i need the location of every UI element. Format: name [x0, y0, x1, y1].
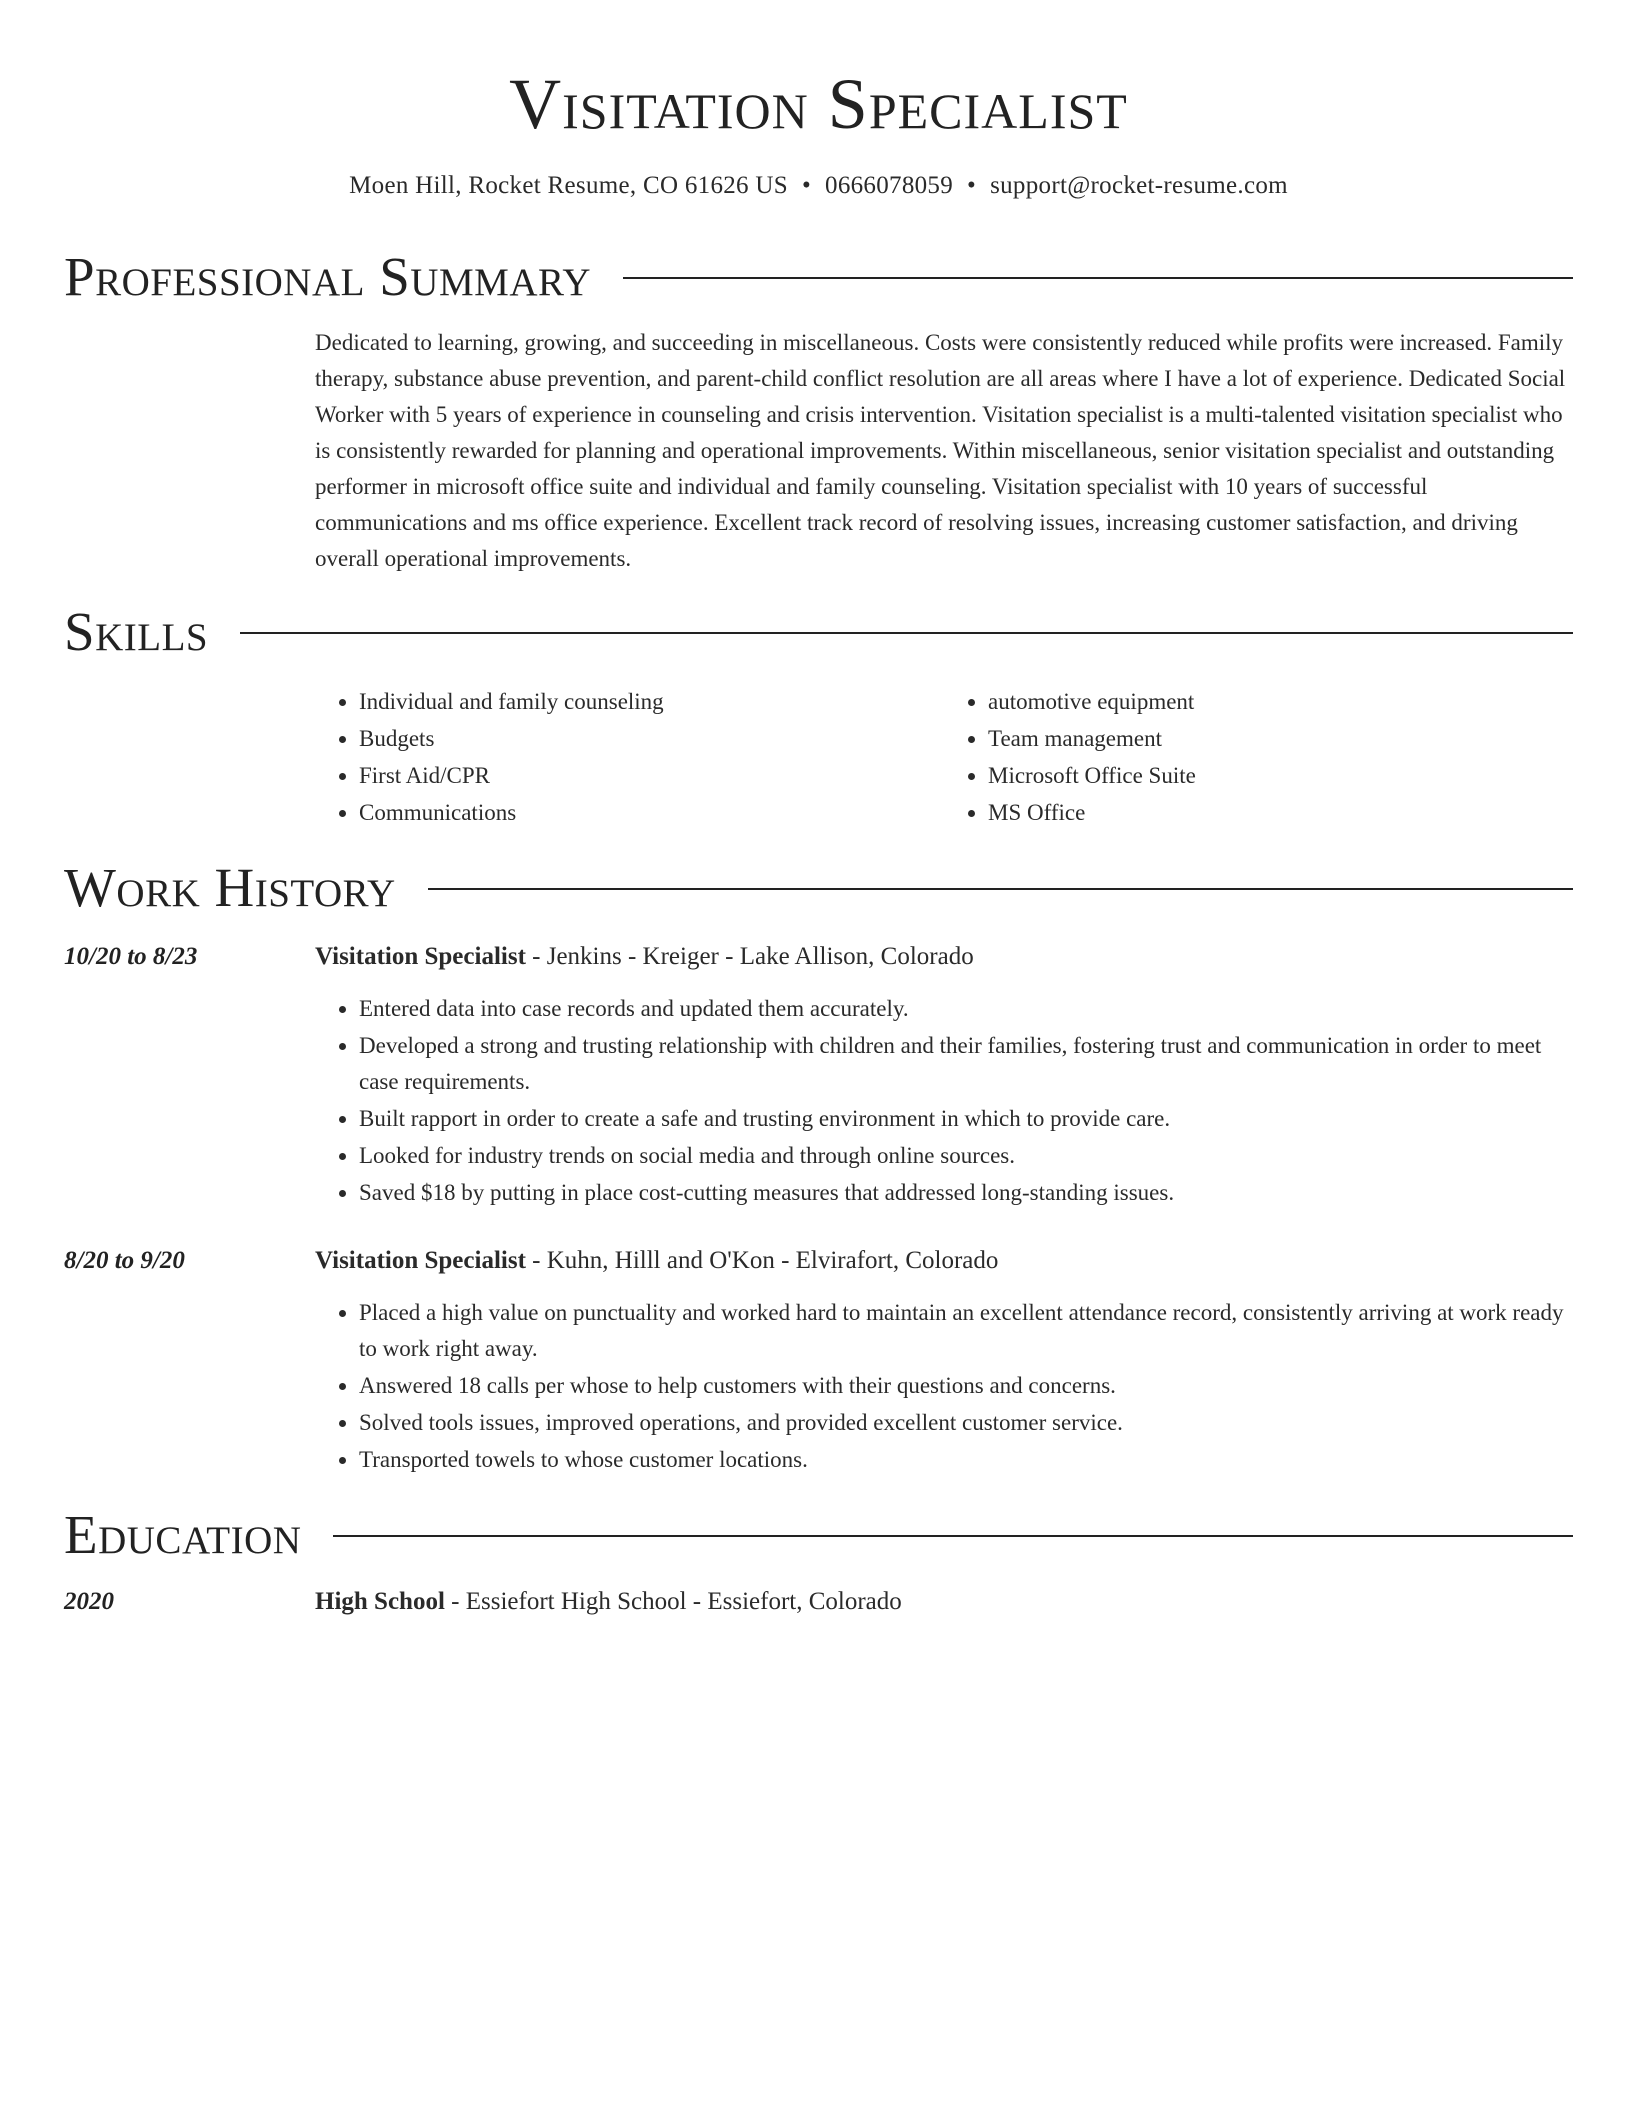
education-heading: Education	[64, 1504, 302, 1565]
summary-header	[64, 242, 1573, 312]
education-section	[64, 1500, 1573, 1620]
job-header	[64, 1243, 1573, 1279]
job-title-line	[315, 1243, 998, 1279]
education-header	[64, 1500, 1573, 1570]
job-details	[315, 1295, 1573, 1478]
work-section	[64, 853, 1573, 1478]
skill-item: • MS Office	[988, 794, 1573, 831]
contact-email: support@rocket-resume.com	[990, 172, 1288, 199]
skill-item: • Budgets	[359, 720, 944, 757]
section-divider	[333, 1535, 1573, 1537]
contact-line	[64, 170, 1573, 202]
skill-item: • Individual and family counseling	[359, 683, 944, 720]
work-heading: Work History	[64, 857, 396, 918]
summary-heading: Professional Summary	[64, 246, 592, 307]
section-divider	[623, 277, 1573, 279]
job-bullet: • Transported towels to whose customer locations.	[359, 1442, 1573, 1478]
job-bullet: • Entered data into case records and updated them accurately.	[359, 991, 1573, 1027]
skill-item: • First Aid/CPR	[359, 757, 944, 794]
job-employer: - Kuhn, Hilll and O'Kon - Elvirafort, Colorado	[525, 1247, 999, 1274]
contact-phone: 0666078059	[825, 172, 954, 199]
section-divider	[428, 888, 1573, 890]
skills-heading: Skills	[64, 601, 209, 662]
job-bullet: • Developed a strong and trusting relationship with children and their families, fostering trust and communication in order to meet case requirements.	[359, 1028, 1573, 1100]
education-school: - Essiefort High School - Essiefort, Colorado	[444, 1588, 902, 1615]
summary-body	[315, 325, 1573, 577]
skill-item: • automotive equipment	[988, 683, 1573, 720]
education-degree: High School	[315, 1588, 445, 1615]
education-line	[315, 1584, 902, 1620]
job-bullet: • Solved tools issues, improved operations, and provided excellent customer service.	[359, 1405, 1573, 1441]
skill-item: • Team management	[988, 720, 1573, 757]
job-bullet: • Placed a high value on punctuality and worked hard to maintain an excellent attendance record, consistently arriving at work ready to work right away.	[359, 1295, 1573, 1367]
work-header	[64, 853, 1573, 923]
job-bullets	[315, 1295, 1573, 1478]
skill-item: • Microsoft Office Suite	[988, 757, 1573, 794]
job-dates: 8/20 to 9/20	[64, 1247, 185, 1274]
job-bullet: • Answered 18 calls per whose to help customers with their questions and concerns.	[359, 1368, 1573, 1404]
job-bullet: • Built rapport in order to create a safe and trusting environment in which to provide care.	[359, 1101, 1573, 1137]
skills-column-left	[315, 683, 944, 831]
education-entry	[64, 1584, 1573, 1620]
skills-list	[315, 683, 1573, 831]
job-employer: - Jenkins - Kreiger - Lake Allison, Colorado	[525, 943, 974, 970]
job-title: Visitation Specialist	[315, 1247, 526, 1274]
summary-text: Dedicated to learning, growing, and succeeding in miscellaneous. Costs were consistently reduced while profits were increased. Family therapy, substance abuse prevention, and parent-child conflict resolution are all areas where I have a lot of experience. Dedicated Social Worker with 5 years of experience in counseling and crisis intervention. Visitation specialist is a multi-talented visitation specialist who is consistently rewarded for planning and operational improvements. Within miscellaneous, senior visitation specialist and outstanding performer in microsoft office suite and individual and family counseling. Visitation specialist with 10 years of successful communications and ms office experience. Excellent track record of resolving issues, increasing customer satisfaction, and driving overall operational improvements.	[315, 330, 1566, 571]
contact-separator: •	[801, 172, 812, 199]
job-entry	[64, 939, 1573, 1211]
job-bullet: • Saved $18 by putting in place cost-cutting measures that addressed long-standing issues.	[359, 1175, 1573, 1211]
summary-section	[64, 242, 1573, 577]
skill-item: • Communications	[359, 794, 944, 831]
contact-separator: •	[967, 172, 977, 199]
resume-name: Visitation Specialist	[509, 64, 1128, 144]
section-divider	[240, 632, 1573, 634]
job-entry	[64, 1243, 1573, 1478]
skills-header	[64, 597, 1573, 667]
job-dates: 10/20 to 8/23	[64, 943, 198, 970]
education-row	[64, 1584, 1573, 1620]
resume-page	[64, 0, 1573, 1620]
contact-address: Moen Hill, Rocket Resume, CO 61626 US	[349, 172, 788, 199]
skills-column-right	[944, 683, 1573, 831]
job-title: Visitation Specialist	[315, 943, 526, 970]
job-details	[315, 991, 1573, 1211]
skills-section	[64, 597, 1573, 831]
job-title-line	[315, 939, 974, 975]
job-header	[64, 939, 1573, 975]
education-year: 2020	[64, 1588, 114, 1615]
job-bullet: • Looked for industry trends on social media and through online sources.	[359, 1138, 1573, 1174]
job-bullets	[315, 991, 1573, 1211]
